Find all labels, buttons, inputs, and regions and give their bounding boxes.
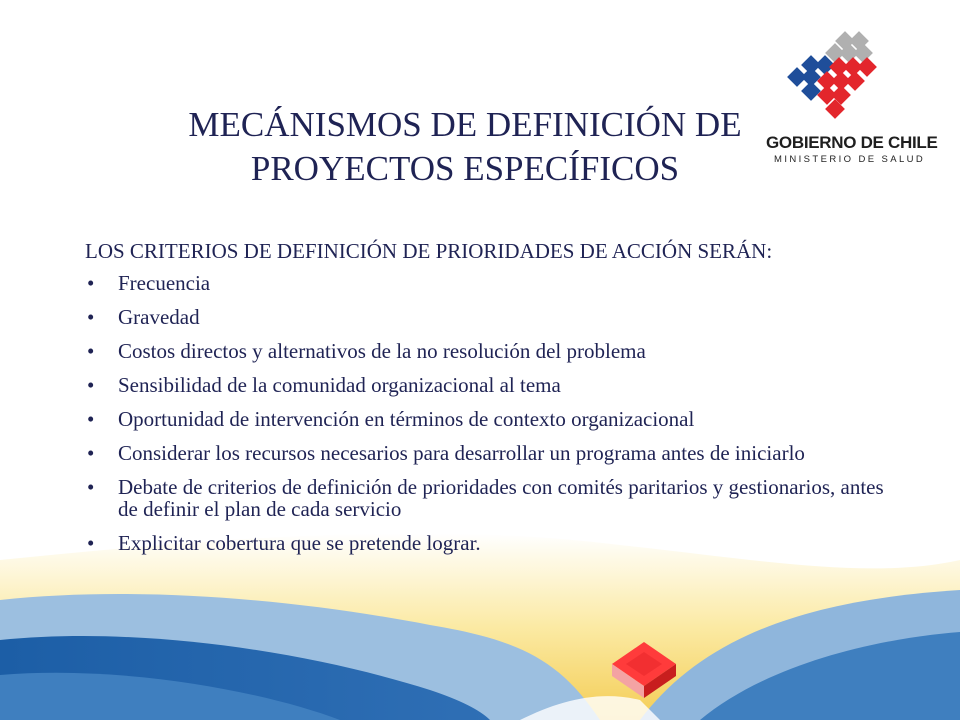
list-item: [85, 408, 885, 430]
gobierno-de-chile-logo: [760, 30, 940, 180]
list-item: [85, 340, 885, 362]
list-item-text: Explicitar cobertura que se pretende lograr.: [118, 531, 481, 555]
list-item-text: Considerar los recursos necesarios para desarrollar un programa antes de iniciarlo: [118, 441, 805, 465]
list-item: [85, 306, 885, 328]
list-item-text: Frecuencia: [118, 271, 211, 295]
list-item: [85, 374, 885, 396]
title-line-2: PROYECTOS ESPECÍFICOS: [250, 149, 680, 188]
list-item: [85, 476, 885, 520]
logo-title: GOBIERNO DE CHILE: [766, 133, 938, 152]
logo-subtitle: MINISTERIO DE SALUD: [774, 154, 926, 165]
chile-cubes-icon: [780, 30, 890, 130]
list-item-text: Gravedad: [118, 305, 200, 329]
list-item-text: Costos directos y alternativos de la no resolución del problema: [118, 339, 646, 363]
intro-text: LOS CRITERIOS DE DEFINICIÓN DE PRIORIDADES DE ACCIÓN SERÁN:: [85, 239, 773, 263]
list-item: [85, 532, 885, 554]
title-line-1: MECÁNISMOS DE DEFINICIÓN DE: [188, 105, 742, 144]
bullet-icon: •: [87, 305, 95, 329]
bullet-icon: •: [87, 407, 95, 431]
list-item: [85, 272, 885, 294]
list-item-text: Sensibilidad de la comunidad organizacional al tema: [118, 373, 561, 397]
slide-title: [150, 103, 780, 191]
bullet-icon: •: [87, 339, 95, 363]
slide-content: [85, 240, 885, 566]
red-cube-icon: [606, 636, 680, 700]
bullet-icon: •: [87, 531, 95, 555]
bullet-icon: •: [87, 271, 95, 295]
criteria-list: [85, 272, 885, 554]
list-item-text: Oportunidad de intervención en términos de contexto organizacional: [118, 407, 695, 431]
list-item-text: Debate de criterios de definición de prioridades con comités paritarios y gestionarios, antes de definir el plan de cada servicio: [118, 475, 884, 521]
bullet-icon: •: [87, 475, 95, 499]
list-item: [85, 442, 885, 464]
bullet-icon: •: [87, 373, 95, 397]
bullet-icon: •: [87, 441, 95, 465]
